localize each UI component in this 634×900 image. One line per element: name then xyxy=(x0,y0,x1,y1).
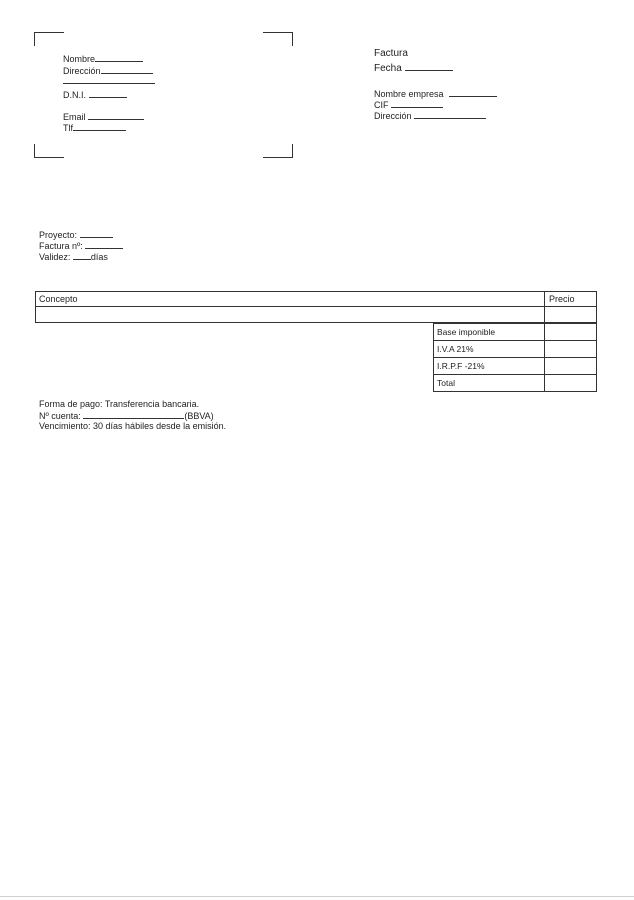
client-name-label: Nombre xyxy=(63,54,96,64)
concept-table-header xyxy=(36,292,596,307)
concept-table-divider xyxy=(544,292,545,322)
address-window-corner-top-left xyxy=(34,32,64,46)
project-field[interactable] xyxy=(80,229,113,238)
company-name-label: Nombre empresa xyxy=(374,89,444,99)
company-address-label: Dirección xyxy=(374,111,412,121)
payment-method-line xyxy=(39,399,199,410)
totals-row-total xyxy=(434,375,597,392)
validity-days-label: días xyxy=(90,252,108,262)
base-imponible-value[interactable] xyxy=(545,324,597,341)
total-value[interactable] xyxy=(545,375,597,392)
base-imponible-label: Base imponible xyxy=(434,324,545,341)
client-email-field[interactable] xyxy=(88,111,144,120)
client-email-label: Email xyxy=(63,112,86,122)
address-window-corner-bottom-right xyxy=(263,144,293,158)
invoice-date-field[interactable] xyxy=(405,61,453,71)
company-address-line xyxy=(374,110,486,122)
client-phone-field[interactable] xyxy=(73,122,126,131)
total-label: Total xyxy=(434,375,545,392)
totals-row-iva xyxy=(434,341,597,358)
page-bottom-edge xyxy=(0,896,634,897)
concept-table xyxy=(35,291,597,323)
client-name-field[interactable] xyxy=(95,53,143,62)
bank-name: (BBVA) xyxy=(184,411,214,421)
client-dni-label: D.N.I. xyxy=(63,90,87,100)
validity-line xyxy=(39,251,108,263)
account-label: Nº cuenta: xyxy=(39,411,81,421)
client-address-extra-line xyxy=(63,75,155,87)
client-phone-label: Tlf xyxy=(63,123,73,133)
totals-table xyxy=(433,323,597,392)
invoice-number-field[interactable] xyxy=(85,240,123,249)
validity-label: Validez: xyxy=(39,252,71,262)
company-address-field[interactable] xyxy=(414,110,486,119)
address-window-corner-top-right xyxy=(263,32,293,46)
due-terms: Vencimiento: 30 días hábiles desde la emisión. xyxy=(39,421,227,431)
invoice-number-label: Factura nº: xyxy=(39,241,83,251)
totals-row-irpf xyxy=(434,358,597,375)
client-address-label: Dirección xyxy=(63,66,101,76)
concept-header: Concepto xyxy=(39,294,78,304)
client-dni-field[interactable] xyxy=(89,89,127,98)
validity-days-field[interactable] xyxy=(73,251,91,260)
account-field[interactable] xyxy=(83,410,184,419)
invoice-title: Factura xyxy=(374,48,408,59)
client-dni-line xyxy=(63,89,127,101)
client-address-extra-field[interactable] xyxy=(63,75,155,84)
address-window-corner-bottom-left xyxy=(34,144,64,158)
iva-value[interactable] xyxy=(545,341,597,358)
payment-method: Forma de pago: Transferencia bancaria. xyxy=(39,399,200,409)
company-cif-label: CIF xyxy=(374,100,389,110)
client-phone-line xyxy=(63,122,126,134)
project-label: Proyecto: xyxy=(39,230,78,240)
invoice-date-line xyxy=(374,61,453,75)
iva-label: I.V.A 21% xyxy=(434,341,545,358)
invoice-title-line xyxy=(374,48,408,60)
company-cif-field[interactable] xyxy=(391,99,443,108)
totals-row-base xyxy=(434,324,597,341)
due-line xyxy=(39,421,226,432)
irpf-label: I.R.P.F -21% xyxy=(434,358,545,375)
client-address-field[interactable] xyxy=(101,65,153,74)
price-header: Precio xyxy=(549,294,575,304)
irpf-value[interactable] xyxy=(545,358,597,375)
company-name-field[interactable] xyxy=(449,88,497,97)
client-name-line xyxy=(63,53,143,65)
invoice-date-label: Fecha xyxy=(374,63,402,74)
